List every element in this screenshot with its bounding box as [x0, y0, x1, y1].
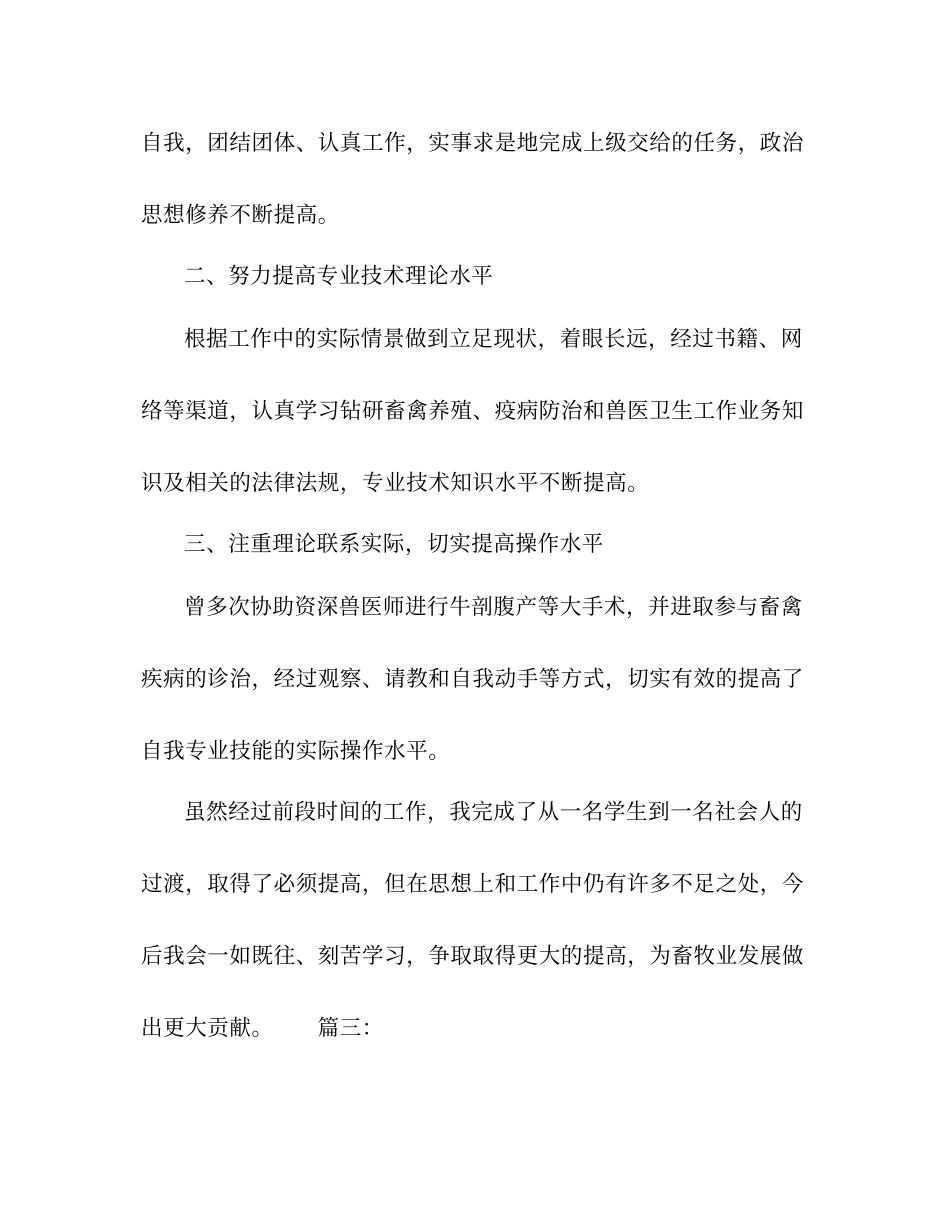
paragraph-line: 虽然经过前段时间的工作，我完成了从一名学生到一名社会人的 [184, 800, 803, 825]
paragraph-line: 识及相关的法律法规，专业技术知识水平不断提高。 [141, 471, 650, 496]
paragraph-text: 出更大贡献。 [141, 1016, 274, 1041]
paragraph-line: 根据工作中的实际情景做到立足现状，着眼长远，经过书籍、网 [184, 327, 803, 352]
paragraph-line: 自我，团结团体、认真工作，实事求是地完成上级交给的任务，政治 [141, 131, 805, 156]
section-heading: 三、注重理论联系实际，切实提高操作水平 [184, 532, 604, 557]
paragraph-line: 络等渠道，认真学习钻研畜禽养殖、疫病防治和兽医卫生工作业务知 [141, 399, 805, 424]
paragraph-line-last [141, 1014, 384, 1044]
next-section-label: 篇三： [317, 1016, 384, 1041]
paragraph-line: 后我会一如既往、刻苦学习，争取取得更大的提高，为畜牧业发展做 [141, 944, 805, 969]
paragraph-line: 自我专业技能的实际操作水平。 [141, 739, 451, 764]
paragraph-line: 思想修养不断提高。 [141, 203, 340, 228]
paragraph-line: 曾多次协助资深兽医师进行牛剖腹产等大手术，并进取参与畜禽 [184, 595, 803, 620]
paragraph-line: 过渡，取得了必须提高，但在思想上和工作中仍有许多不足之处，今 [141, 872, 805, 897]
section-heading: 二、努力提高专业技术理论水平 [184, 264, 494, 289]
paragraph-line: 疾病的诊治，经过观察、请教和自我动手等方式，切实有效的提高了 [141, 667, 805, 692]
